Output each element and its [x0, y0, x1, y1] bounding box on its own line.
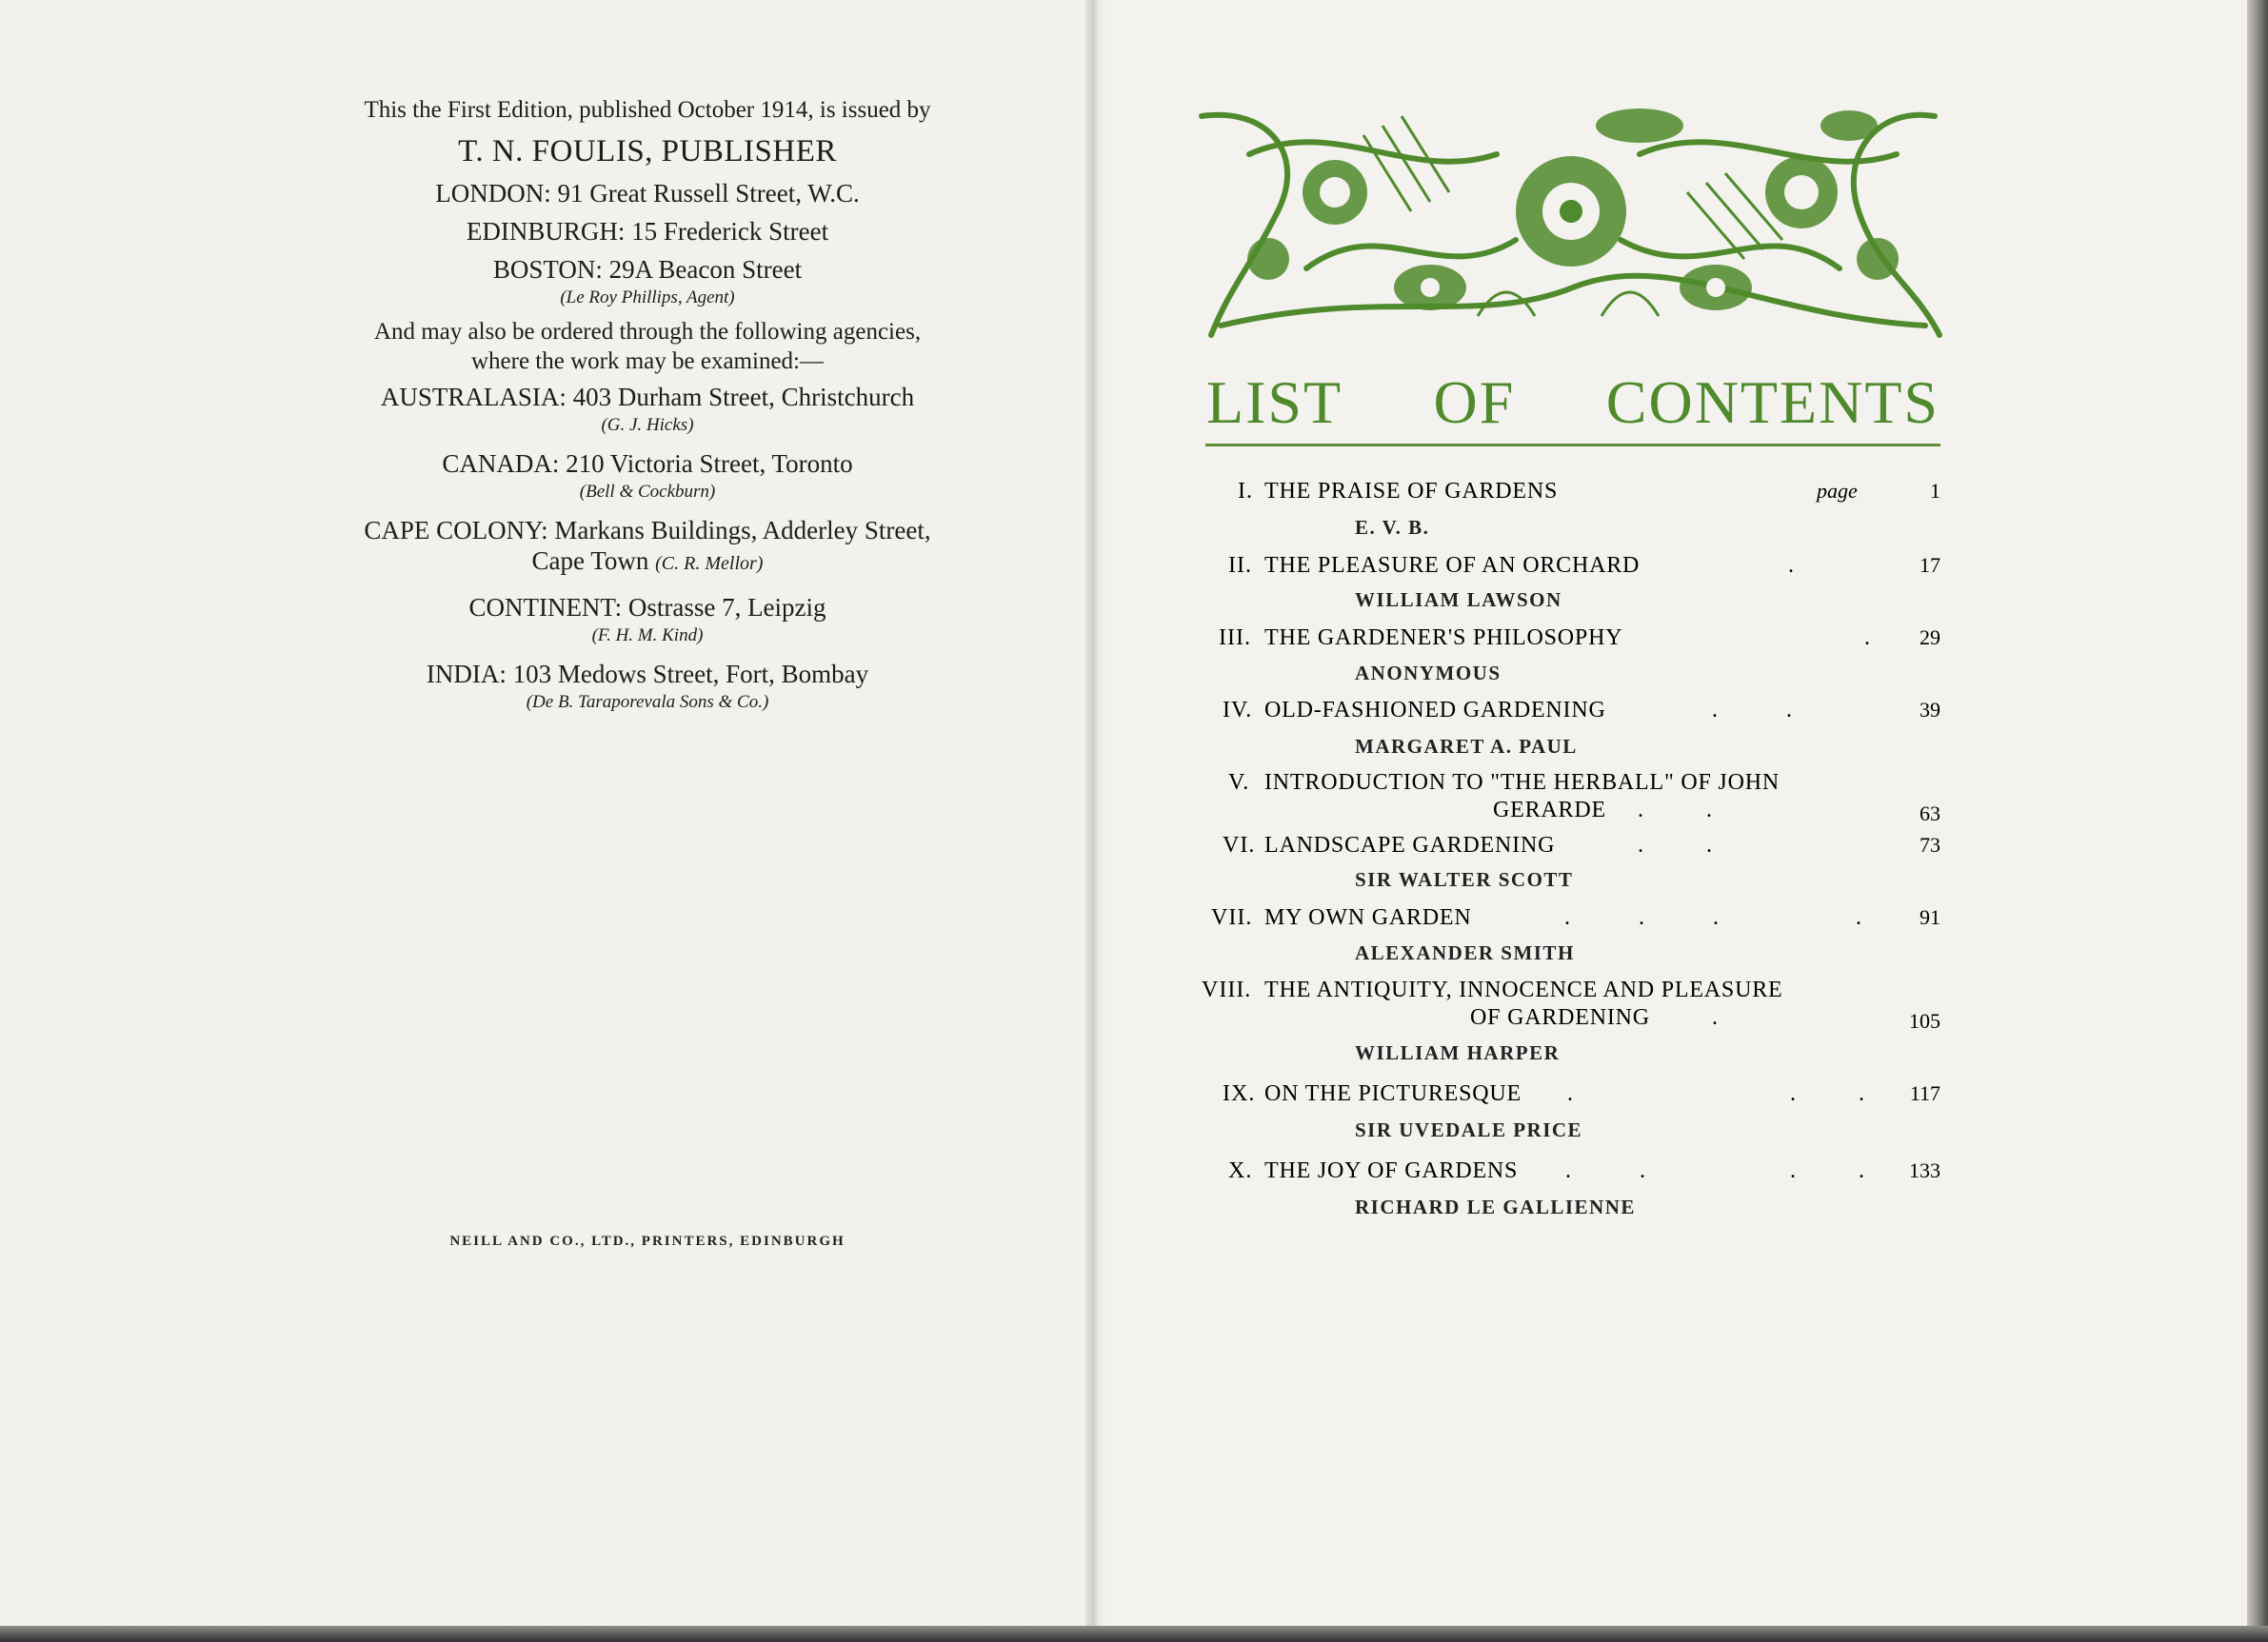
entry-page: 39	[1920, 698, 1940, 722]
entry-author: RICHARD LE GALLIENNE	[1355, 1196, 1636, 1218]
entry-title-continued: OF GARDENING	[1470, 1005, 1650, 1030]
entry-number: II.	[1228, 553, 1252, 578]
toc-entry: VI. LANDSCAPE GARDENING . . 73	[1223, 833, 1940, 858]
agent-canada: (Bell & Cockburn)	[579, 482, 716, 502]
title-word-list: LIST	[1206, 368, 1343, 436]
entry-number: X.	[1228, 1158, 1253, 1183]
agent-cape-colony: (C. R. Mellor)	[655, 553, 764, 574]
entry-number: V.	[1228, 770, 1250, 795]
address-canada: CANADA: 210 Victoria Street, Toronto	[442, 449, 853, 478]
imprint-block	[286, 95, 1009, 714]
entry-author: SIR UVEDALE PRICE	[1355, 1118, 1583, 1141]
title-rule	[1205, 444, 1940, 446]
title-word-contents: CONTENTS	[1605, 368, 1940, 436]
toc-entry: X. THE JOY OF GARDENS . . . . 133	[1228, 1158, 1940, 1183]
entry-title: THE PRAISE OF GARDENS	[1264, 479, 1559, 504]
address-india: INDIA: 103 Medows Street, Fort, Bombay	[426, 660, 869, 688]
entry-page: 117	[1909, 1081, 1940, 1105]
agent-india: (De B. Taraporevala Sons & Co.)	[526, 692, 769, 712]
address-australasia: AUSTRALASIA: 403 Durham Street, Christchurch	[380, 383, 915, 411]
entry-title: OLD-FASHIONED GARDENING	[1264, 698, 1606, 722]
address-continent: CONTINENT: Ostrasse 7, Leipzig	[468, 593, 826, 622]
entry-title: THE PLEASURE OF AN ORCHARD	[1264, 553, 1641, 578]
toc-entry-continued: OF GARDENING . 105	[1470, 1005, 1940, 1033]
toc-entry: VII. MY OWN GARDEN . . . . 91	[1211, 905, 1940, 930]
entry-title: LANDSCAPE GARDENING	[1264, 833, 1556, 858]
entry-author: ANONYMOUS	[1355, 662, 1502, 684]
toc-entry	[1198, 479, 1940, 511]
entry-author: SIR WALTER SCOTT	[1355, 868, 1574, 891]
entry-author: E. V. B.	[1355, 516, 1430, 539]
page-label: page	[1817, 479, 1858, 503]
edition-line: This the First Edition, published October 1914, is issued by	[364, 97, 931, 123]
address-london: LONDON: 91 Great Russell Street, W.C.	[435, 179, 860, 208]
entry-author: WILLIAM HARPER	[1355, 1041, 1561, 1064]
book-bottom-edge	[0, 1626, 2268, 1642]
entry-title-continued: GERARDE	[1493, 798, 1606, 822]
entry-number: VII.	[1211, 905, 1253, 930]
book-gutter	[1085, 0, 1106, 1630]
agencies-line-2: where the work may be examined:—	[470, 348, 824, 374]
entry-page: 63	[1920, 801, 1940, 825]
entry-number: IX.	[1223, 1081, 1256, 1106]
entry-page: 91	[1920, 905, 1940, 929]
book-edge	[2247, 0, 2268, 1642]
contents-title	[1206, 369, 1940, 436]
entry-title: ON THE PICTURESQUE	[1264, 1081, 1522, 1106]
address-edinburgh: EDINBURGH: 15 Frederick Street	[466, 217, 829, 246]
toc-entry-continued: GERARDE . . 63	[1493, 798, 1940, 825]
entry-page: 17	[1920, 553, 1940, 577]
entry-number: IV.	[1223, 698, 1253, 722]
address-boston: BOSTON: 29A Beacon Street	[492, 255, 803, 284]
cape-town-label: Cape Town	[531, 546, 649, 575]
entry-title: INTRODUCTION TO "THE HERBALL" OF JOHN	[1264, 770, 1780, 795]
entry-title: THE JOY OF GARDENS	[1264, 1158, 1519, 1183]
entry-page: 29	[1920, 625, 1940, 649]
entry-page: 133	[1909, 1158, 1940, 1182]
entry-author: MARGARET A. PAUL	[1355, 735, 1578, 758]
toc-entry: II. THE PLEASURE OF AN ORCHARD . 17	[1228, 553, 1940, 578]
agent-boston: (Le Roy Phillips, Agent)	[560, 287, 735, 307]
floral-ornament-icon	[1192, 97, 1950, 350]
entry-title: THE ANTIQUITY, INNOCENCE AND PLEASURE	[1264, 978, 1783, 1002]
address-cape-colony: CAPE COLONY: Markans Buildings, Adderley Street,	[364, 516, 931, 544]
agent-continent: (F. H. M. Kind)	[591, 625, 704, 645]
entry-page: 1	[1930, 479, 1940, 503]
entry-number: VIII.	[1202, 978, 1252, 1002]
entry-title: MY OWN GARDEN	[1264, 905, 1472, 930]
title-word-of: OF	[1433, 368, 1516, 436]
entry-title: THE GARDENER'S PHILOSOPHY	[1264, 625, 1623, 650]
agent-australasia: (G. J. Hicks)	[601, 415, 694, 435]
entry-author: WILLIAM LAWSON	[1355, 588, 1562, 611]
toc-entry: IX. ON THE PICTURESQUE . . . 117	[1223, 1081, 1940, 1106]
entry-number: I.	[1238, 479, 1253, 504]
printers-line: NEILL AND CO., LTD., PRINTERS, EDINBURGH	[449, 1234, 846, 1249]
entry-number: III.	[1219, 625, 1251, 650]
toc-entry: III. THE GARDENER'S PHILOSOPHY . 29	[1219, 625, 1940, 650]
publisher-name: T. N. FOULIS, PUBLISHER	[458, 134, 837, 168]
entry-page: 105	[1909, 1009, 1940, 1033]
toc-entry: IV. OLD-FASHIONED GARDENING . . 39	[1223, 698, 1940, 722]
entry-page: 73	[1920, 833, 1940, 857]
address-cape-town	[286, 544, 1009, 581]
entry-number: VI.	[1223, 833, 1256, 858]
entry-author: ALEXANDER SMITH	[1355, 941, 1575, 964]
agencies-line-1: And may also be ordered through the following agencies,	[373, 319, 922, 345]
